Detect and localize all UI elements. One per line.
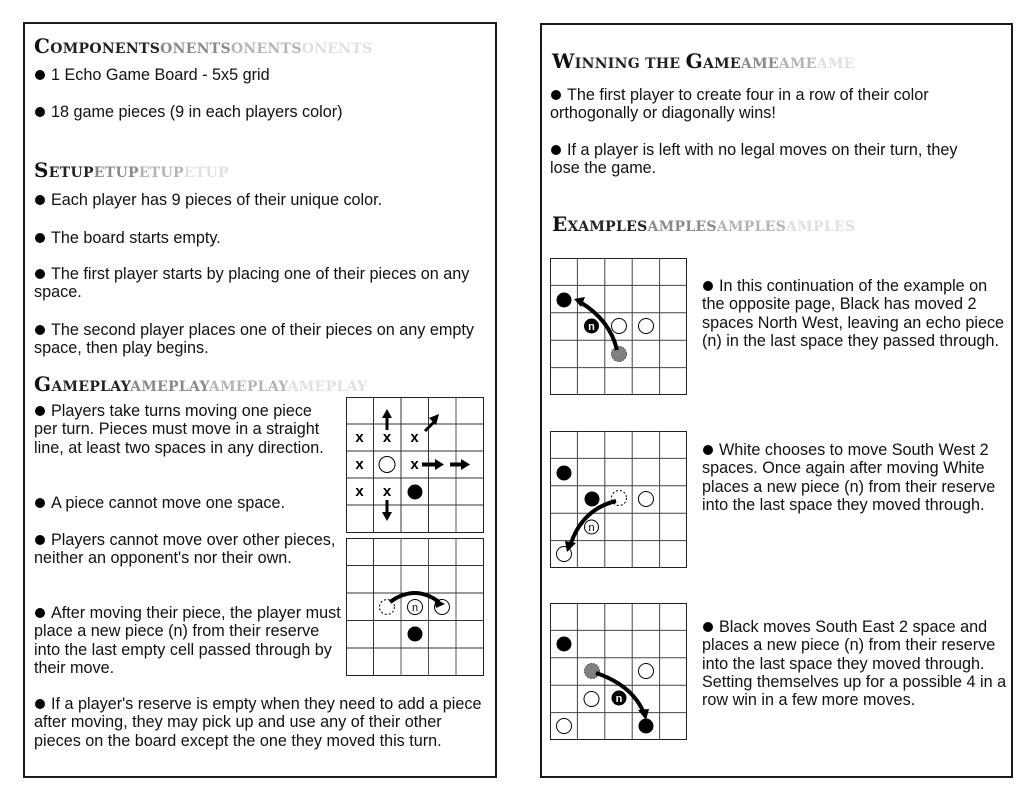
components-item <box>34 103 484 121</box>
heading-echo-3: ONENTS <box>301 41 373 57</box>
black-piece <box>557 637 572 652</box>
heading-text: AMEPLAY <box>51 379 131 395</box>
item-text: The first player to create four in a row of their color orthogonally or diagonally wins! <box>550 86 929 123</box>
bullet-icon <box>35 406 45 416</box>
blocked-mark: x <box>382 429 392 446</box>
setup-item <box>34 265 484 302</box>
heading-text: ETUP <box>48 165 94 181</box>
bullet-icon <box>35 699 45 709</box>
examples-heading <box>552 214 855 237</box>
heading-echo-2: ETUP <box>138 165 184 181</box>
bullet-icon <box>35 233 45 243</box>
item-text: 1 Echo Game Board - 5x5 grid <box>51 66 270 84</box>
gameplay-item <box>34 695 489 750</box>
item-text: A piece cannot move one space. <box>51 494 285 512</box>
item-text: Players take turns moving one piece per turn. Pieces must move in a straight line, at least two spaces in any direction. <box>34 402 324 457</box>
black-piece <box>585 492 600 507</box>
heading-echo-3: AME <box>816 56 855 72</box>
blocked-mark: x <box>355 483 364 500</box>
heading-echo-1: ETUP <box>93 165 139 181</box>
bullet-icon <box>35 498 45 508</box>
heading-echo-2: AMPLES <box>716 219 787 235</box>
white-piece <box>639 664 654 679</box>
heading-initial: E <box>552 212 568 236</box>
heading-echo-1: AMEPLAY <box>130 379 209 395</box>
gameplay-item <box>34 494 339 512</box>
heading-echo-2: AME <box>778 56 817 72</box>
bullet-icon <box>35 70 45 80</box>
blocked-mark: x <box>410 456 419 473</box>
item-text: 18 game pieces (9 in each players color) <box>51 103 343 121</box>
gameplay-item <box>34 531 339 568</box>
bullet-icon <box>703 622 713 632</box>
heading-text: AME <box>702 56 741 72</box>
item-text: The first player starts by placing one of their pieces on any space. <box>34 265 470 302</box>
bullet-icon <box>703 445 713 455</box>
item-text: White chooses to move South West 2 spaces. Once again after moving White places a new piece (n) from their reserve into the last space they moved through. <box>702 441 996 514</box>
winning-item <box>550 141 990 178</box>
heading-initial: S <box>34 158 49 182</box>
heading-initial: G <box>34 372 52 396</box>
echo-label: n <box>615 693 623 705</box>
heading-echo-2: AMEPLAY <box>208 379 288 395</box>
item-text: Players cannot move over other pieces, neither an opponent's nor their own. <box>34 531 336 568</box>
bullet-icon <box>551 145 561 155</box>
heading-echo-3: ETUP <box>183 165 229 181</box>
gameplay-item <box>34 402 339 457</box>
white-piece <box>584 692 599 707</box>
bullet-icon <box>35 269 45 279</box>
blocked-mark: x <box>355 429 364 446</box>
movement-diagram <box>346 397 484 533</box>
gameplay-heading <box>34 374 367 397</box>
item-text: If a player's reserve is empty when they need to add a piece after moving, they may pick up and use any of their other pieces on the board except the one they moved this turn. <box>34 695 482 750</box>
ghost-start-piece <box>585 664 600 679</box>
gameplay-item <box>34 604 344 677</box>
blocked-mark: x <box>382 483 392 500</box>
example-board-3 <box>550 603 687 740</box>
heading-text: XAMPLES <box>567 219 648 235</box>
white-piece <box>639 492 654 507</box>
ghost-start-piece <box>612 347 627 362</box>
example-item <box>702 277 1012 350</box>
blocked-mark: x <box>355 456 364 473</box>
item-text: The board starts empty. <box>51 229 221 247</box>
item-text: After moving their piece, the player must place a new piece (n) from their reserve into the last empty cell passed through by their move. <box>34 604 341 677</box>
example-item <box>702 618 1012 709</box>
black-piece <box>408 627 423 642</box>
heading-echo-3: AMEPLAY <box>287 379 368 395</box>
bullet-icon <box>35 535 45 545</box>
heading-echo-3: AMPLES <box>786 219 856 235</box>
bullet-icon <box>35 107 45 117</box>
echo-placement-diagram <box>346 538 484 676</box>
white-piece <box>639 319 654 334</box>
winning-item <box>550 86 1000 123</box>
item-text: Black moves South East 2 space and places a new piece (n) from their reserve into the last space they moved through. Setting themselves up for a possible 4 in a row win in a few more moves. <box>702 618 1007 710</box>
heading-echo-1: ONENTS <box>160 41 231 57</box>
item-text: The second player places one of their pieces on any empty space, then play begins. <box>34 321 474 358</box>
bullet-icon <box>35 195 45 205</box>
winning-heading <box>552 51 855 74</box>
black-piece <box>557 466 572 481</box>
item-text: Each player has 9 pieces of their unique color. <box>51 191 383 209</box>
setup-item <box>34 229 484 247</box>
item-text: If a player is left with no legal moves on their turn, they lose the game. <box>550 141 958 178</box>
setup-heading <box>34 160 229 183</box>
item-text: In this continuation of the example on the opposite page, Black has moved 2 spaces North West, leaving an echo piece (n) in the last space they passed through. <box>702 277 1005 350</box>
example-board-1 <box>550 258 687 395</box>
heading-initial: G <box>685 49 703 73</box>
black-piece <box>557 293 572 308</box>
bullet-icon <box>551 90 561 100</box>
setup-item <box>34 191 484 209</box>
heading-echo-2: ONENTS <box>230 41 302 57</box>
echo-label: n <box>588 522 595 534</box>
echo-label: n <box>588 321 595 333</box>
bullet-icon <box>35 608 45 618</box>
white-piece <box>379 457 395 473</box>
heading-initial: W <box>552 49 575 73</box>
heading-initial: C <box>34 34 51 58</box>
heading-text: INNING THE <box>574 56 686 72</box>
example-item <box>702 441 1012 514</box>
heading-text: OMPONENTS <box>50 41 161 57</box>
bullet-icon <box>703 281 713 291</box>
black-piece <box>408 485 423 500</box>
components-heading <box>34 36 373 59</box>
components-item <box>34 66 484 84</box>
bullet-icon <box>35 325 45 335</box>
heading-echo-1: AMPLES <box>647 219 717 235</box>
white-piece <box>557 719 572 734</box>
black-piece <box>639 719 654 734</box>
example-board-2 <box>550 431 687 568</box>
echo-label: n <box>411 602 419 614</box>
setup-item <box>34 321 494 358</box>
blocked-mark: x <box>410 429 419 446</box>
heading-echo-1: AME <box>740 56 779 72</box>
white-piece <box>612 319 627 334</box>
